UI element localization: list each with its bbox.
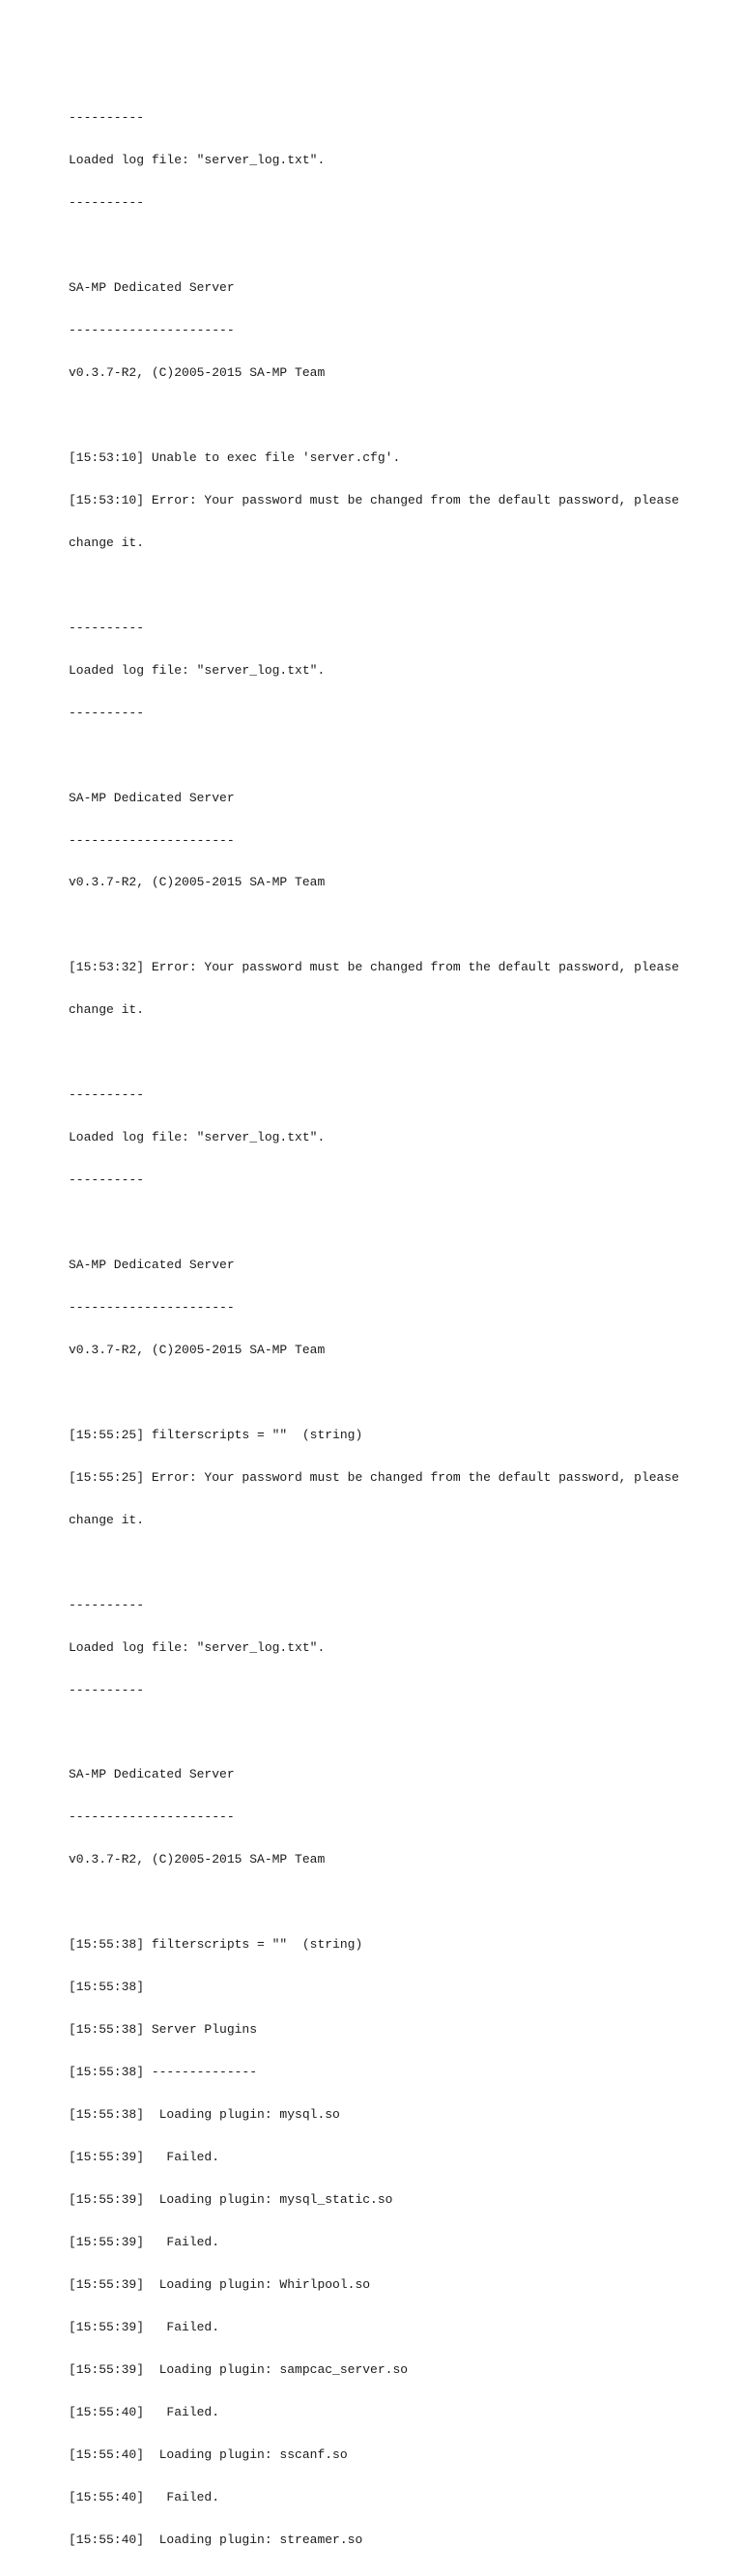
- log-line: ----------: [69, 1087, 145, 1103]
- log-line: SA-MP Dedicated Server: [69, 1258, 235, 1273]
- log-line: v0.3.7-R2, (C)2005-2015 SA-MP Team: [69, 365, 326, 381]
- log-line: Loaded log file: "server_log.txt".: [69, 153, 326, 168]
- log-line: ----------: [69, 620, 145, 635]
- log-line: [15:55:38] Server Plugins: [69, 2022, 258, 2038]
- log-line: [69, 1726, 706, 1741]
- log-line: [15:55:38]: [69, 1980, 145, 1995]
- log-line: Loaded log file: "server_log.txt".: [69, 1130, 326, 1145]
- log-line: Loaded log file: "server_log.txt".: [69, 662, 326, 678]
- log-line: [15:55:38] --------------: [69, 2065, 258, 2080]
- log-line: [15:55:39] Failed.: [69, 2234, 220, 2249]
- log-line: [15:55:40] Failed.: [69, 2404, 220, 2419]
- log-line: [15:55:40] Loading plugin: streamer.so: [69, 2532, 363, 2547]
- log-line: ----------: [69, 1172, 145, 1188]
- log-line: [15:53:10] Unable to exec file 'server.cfg'.: [69, 449, 401, 465]
- log-line: ----------------------: [69, 832, 235, 848]
- log-line: [69, 1556, 706, 1571]
- log-line: SA-MP Dedicated Server: [69, 280, 235, 296]
- log-line: SA-MP Dedicated Server: [69, 790, 235, 805]
- log-line: [15:55:38] filterscripts = "" (string): [69, 1937, 363, 1953]
- log-line: [15:55:25] Error: Your password must be changed from the default password, please: [69, 1469, 679, 1485]
- log-line: change it.: [69, 535, 145, 550]
- log-line: change it.: [69, 1002, 145, 1018]
- log-line: [69, 579, 706, 593]
- log-line: ----------------------: [69, 323, 235, 338]
- log-line: ----------: [69, 1597, 145, 1612]
- log-line: [15:55:40] Failed.: [69, 2489, 220, 2504]
- log-line: v0.3.7-R2, (C)2005-2015 SA-MP Team: [69, 875, 326, 890]
- log-line: [69, 1216, 706, 1230]
- log-line: ----------------------: [69, 1300, 235, 1315]
- log-line: ----------: [69, 705, 145, 720]
- log-line: SA-MP Dedicated Server: [69, 1767, 235, 1782]
- log-line: ----------: [69, 110, 145, 126]
- log-line: [15:55:39] Failed.: [69, 2319, 220, 2334]
- log-line: v0.3.7-R2, (C)2005-2015 SA-MP Team: [69, 1852, 326, 1867]
- server-log-text: [69, 83, 706, 2576]
- log-line: [69, 918, 706, 933]
- log-line: [15:53:32] Error: Your password must be changed from the default password, please: [69, 960, 679, 975]
- log-line: ----------------------: [69, 1809, 235, 1825]
- log-line: [69, 1046, 706, 1060]
- log-line: ----------: [69, 1682, 145, 1697]
- log-line: [15:55:38] Loading plugin: mysql.so: [69, 2107, 340, 2123]
- log-line: v0.3.7-R2, (C)2005-2015 SA-MP Team: [69, 1342, 326, 1357]
- log-line: [15:55:39] Loading plugin: Whirlpool.so: [69, 2276, 371, 2292]
- log-line: [15:55:39] Loading plugin: sampcac_server.so: [69, 2361, 409, 2377]
- log-line: change it.: [69, 1512, 145, 1527]
- log-line: [15:53:10] Error: Your password must be changed from the default password, please: [69, 492, 679, 507]
- log-line: [69, 1386, 706, 1401]
- log-line: Loaded log file: "server_log.txt".: [69, 1639, 326, 1655]
- log-line: ----------: [69, 195, 145, 211]
- log-line: [15:55:25] filterscripts = "" (string): [69, 1427, 363, 1442]
- log-line: [15:55:39] Loading plugin: mysql_static.so: [69, 2192, 393, 2208]
- log-line: [69, 409, 706, 423]
- log-line: [15:55:39] Failed.: [69, 2150, 220, 2165]
- log-line: [69, 239, 706, 253]
- log-line: [69, 1896, 706, 1910]
- log-line: [15:55:40] Loading plugin: sscanf.so: [69, 2446, 348, 2462]
- log-line: [69, 749, 706, 764]
